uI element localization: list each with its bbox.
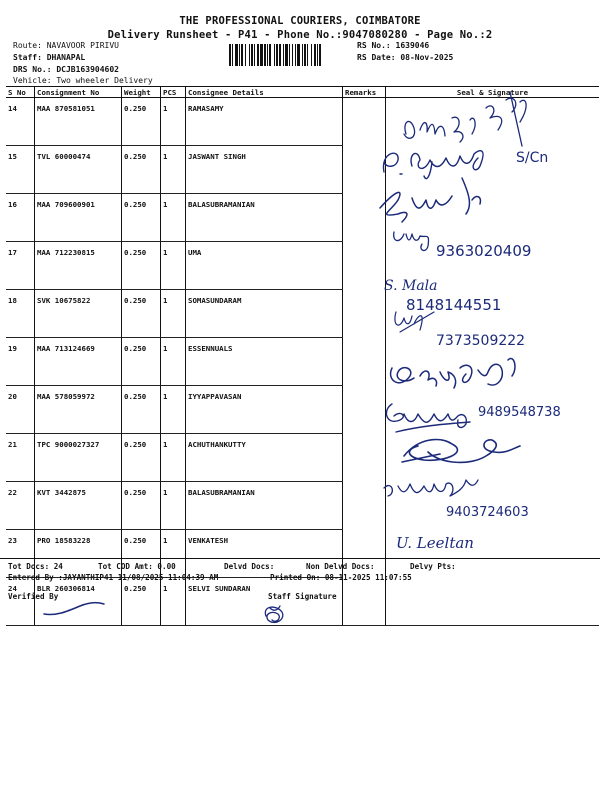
cell-consignment: MAA 870581051 — [35, 98, 122, 146]
cell-weight: 0.250 — [122, 578, 161, 626]
cell-signature — [386, 290, 600, 338]
cell-signature — [386, 434, 600, 482]
cell-remarks — [343, 290, 386, 338]
col-header-weight: Weight — [122, 87, 161, 98]
cell-consignment: KVT 3442875 — [35, 482, 122, 530]
cell-signature — [386, 146, 600, 194]
footer-divider — [0, 558, 600, 559]
total-docs: Tot Docs: 24 — [8, 562, 63, 571]
cell-pcs: 1 — [161, 530, 186, 578]
cell-signature — [386, 386, 600, 434]
cell-remarks — [343, 434, 386, 482]
handwriting-row-24-name: U. Leeltan — [396, 534, 474, 552]
printed-on: Printed On: 08-11-2025 11:07:55 — [270, 573, 412, 582]
col-header-signature: Seal & Signature — [386, 87, 600, 98]
cell-consignee: BALASUBRAMANIAN — [186, 482, 343, 530]
cell-signature — [386, 338, 600, 386]
cell-pcs: 1 — [161, 98, 186, 146]
cell-remarks — [343, 482, 386, 530]
cell-weight: 0.250 — [122, 434, 161, 482]
col-header-consignment: Consignment No — [35, 87, 122, 98]
cell-weight: 0.250 — [122, 242, 161, 290]
handwriting-row-18-phone: 8148144551 — [406, 296, 502, 314]
col-header-sno: S No — [6, 87, 35, 98]
barcode-image — [228, 44, 352, 66]
cell-consignee: RAMASAMY — [186, 98, 343, 146]
cell-signature — [386, 194, 600, 242]
drs-number: DRS No.: DCJB163904602 — [13, 65, 119, 74]
cell-consignee: IYYAPPAVASAN — [186, 386, 343, 434]
total-cod-amount: Tot COD Amt: 0.00 — [98, 562, 176, 571]
handwriting-row-21-phone: 9489548738 — [478, 405, 561, 420]
cell-sno: 16 — [6, 194, 35, 242]
table-row — [6, 482, 599, 530]
cell-sno: 14 — [6, 98, 35, 146]
cell-consignee: ESSENNUALS — [186, 338, 343, 386]
cell-pcs: 1 — [161, 434, 186, 482]
cell-weight: 0.250 — [122, 338, 161, 386]
cell-consignee: JASWANT SINGH — [186, 146, 343, 194]
cell-consignee: UMA — [186, 242, 343, 290]
cell-consignee: SOMASUNDARAM — [186, 290, 343, 338]
delivered-docs: Delvd Docs: — [224, 562, 275, 571]
cell-weight: 0.250 — [122, 386, 161, 434]
cell-consignee: ACHUTHANKUTTY — [186, 434, 343, 482]
cell-consignment: TVL 60000474 — [35, 146, 122, 194]
cell-sno: 21 — [6, 434, 35, 482]
vehicle-label: Vehicle: Two wheeler Delivery — [13, 76, 153, 85]
cell-pcs: 1 — [161, 242, 186, 290]
runsheet-subtitle: Delivery Runsheet - P41 - Phone No.:9047080280 - Page No.:2 — [107, 29, 493, 41]
cell-consignee: VENKATESH — [186, 530, 343, 578]
delivery-points: Delvy Pts: — [410, 562, 456, 571]
cell-sno: 17 — [6, 242, 35, 290]
cell-pcs: 1 — [161, 146, 186, 194]
table-row — [6, 290, 599, 338]
table-row — [6, 386, 599, 434]
route-label: Route: NAVAVOOR PIRIVU — [13, 41, 119, 50]
cell-consignment: MAA 578059972 — [35, 386, 122, 434]
table-row — [6, 146, 599, 194]
cell-signature — [386, 482, 600, 530]
table-header-row — [6, 87, 599, 98]
cell-remarks — [343, 338, 386, 386]
cell-signature — [386, 242, 600, 290]
cell-remarks — [343, 386, 386, 434]
cell-weight: 0.250 — [122, 194, 161, 242]
verified-by-label: Verified By — [8, 592, 59, 601]
rs-date: RS Date: 08-Nov-2025 — [357, 53, 454, 62]
cell-pcs: 1 — [161, 194, 186, 242]
table-row — [6, 578, 599, 626]
cell-weight: 0.250 — [122, 530, 161, 578]
cell-remarks — [343, 98, 386, 146]
handwriting-row-17-phone: 9363020409 — [436, 242, 532, 260]
cell-sno: 23 — [6, 530, 35, 578]
cell-consignment: PRO 18583228 — [35, 530, 122, 578]
entered-by: Entered By :JAYANTHIP41 11/08/2025 11:04:39 AM — [8, 573, 219, 582]
table-row — [6, 338, 599, 386]
col-header-consignee: Consignee Details — [186, 87, 343, 98]
cell-sno: 22 — [6, 482, 35, 530]
cell-consignee: BALASUBRAMANIAN — [186, 194, 343, 242]
company-title: THE PROFESSIONAL COURIERS, COIMBATORE — [179, 15, 421, 27]
cell-weight: 0.250 — [122, 290, 161, 338]
cell-pcs: 1 — [161, 578, 186, 626]
cell-signature — [386, 578, 600, 626]
table-row — [6, 194, 599, 242]
cell-weight: 0.250 — [122, 146, 161, 194]
staff-signature-label: Staff Signature — [268, 592, 337, 601]
cell-pcs: 1 — [161, 482, 186, 530]
cell-consignment: MAA 713124669 — [35, 338, 122, 386]
cell-signature — [386, 98, 600, 146]
non-delivered-docs: Non Delvd Docs: — [306, 562, 375, 571]
cell-consignment: MAA 709600901 — [35, 194, 122, 242]
handwriting-row-23-phone: 9403724603 — [446, 505, 529, 520]
col-header-pcs: PCS — [161, 87, 186, 98]
cell-weight: 0.250 — [122, 98, 161, 146]
table-row — [6, 242, 599, 290]
table-row — [6, 434, 599, 482]
cell-sno: 18 — [6, 290, 35, 338]
cell-pcs: 1 — [161, 338, 186, 386]
handwriting-row-18-name: S. Mala — [384, 278, 438, 294]
cell-remarks — [343, 146, 386, 194]
table-row — [6, 530, 599, 578]
cell-sno: 24 — [6, 578, 35, 626]
cell-remarks — [343, 194, 386, 242]
handwriting-row-15-note: S/Cn — [516, 150, 549, 166]
handwriting-row-19-phone: 7373509222 — [436, 333, 526, 349]
staff-label: Staff: DHANAPAL — [13, 53, 86, 62]
cell-pcs: 1 — [161, 290, 186, 338]
cell-consignee: SELVI SUNDARAN — [186, 578, 343, 626]
cell-sno: 20 — [6, 386, 35, 434]
table-row — [6, 98, 599, 146]
cell-remarks — [343, 578, 386, 626]
cell-pcs: 1 — [161, 386, 186, 434]
cell-consignment: BLR 260306814 — [35, 578, 122, 626]
cell-consignment: SVK 10675822 — [35, 290, 122, 338]
rs-number: RS No.: 1639046 — [357, 41, 430, 50]
cell-weight: 0.250 — [122, 482, 161, 530]
cell-remarks — [343, 242, 386, 290]
col-header-remarks: Remarks — [343, 87, 386, 98]
cell-consignment: MAA 712230815 — [35, 242, 122, 290]
cell-sno: 15 — [6, 146, 35, 194]
consignment-table — [6, 86, 599, 626]
cell-consignment: TPC 9000027327 — [35, 434, 122, 482]
cell-sno: 19 — [6, 338, 35, 386]
